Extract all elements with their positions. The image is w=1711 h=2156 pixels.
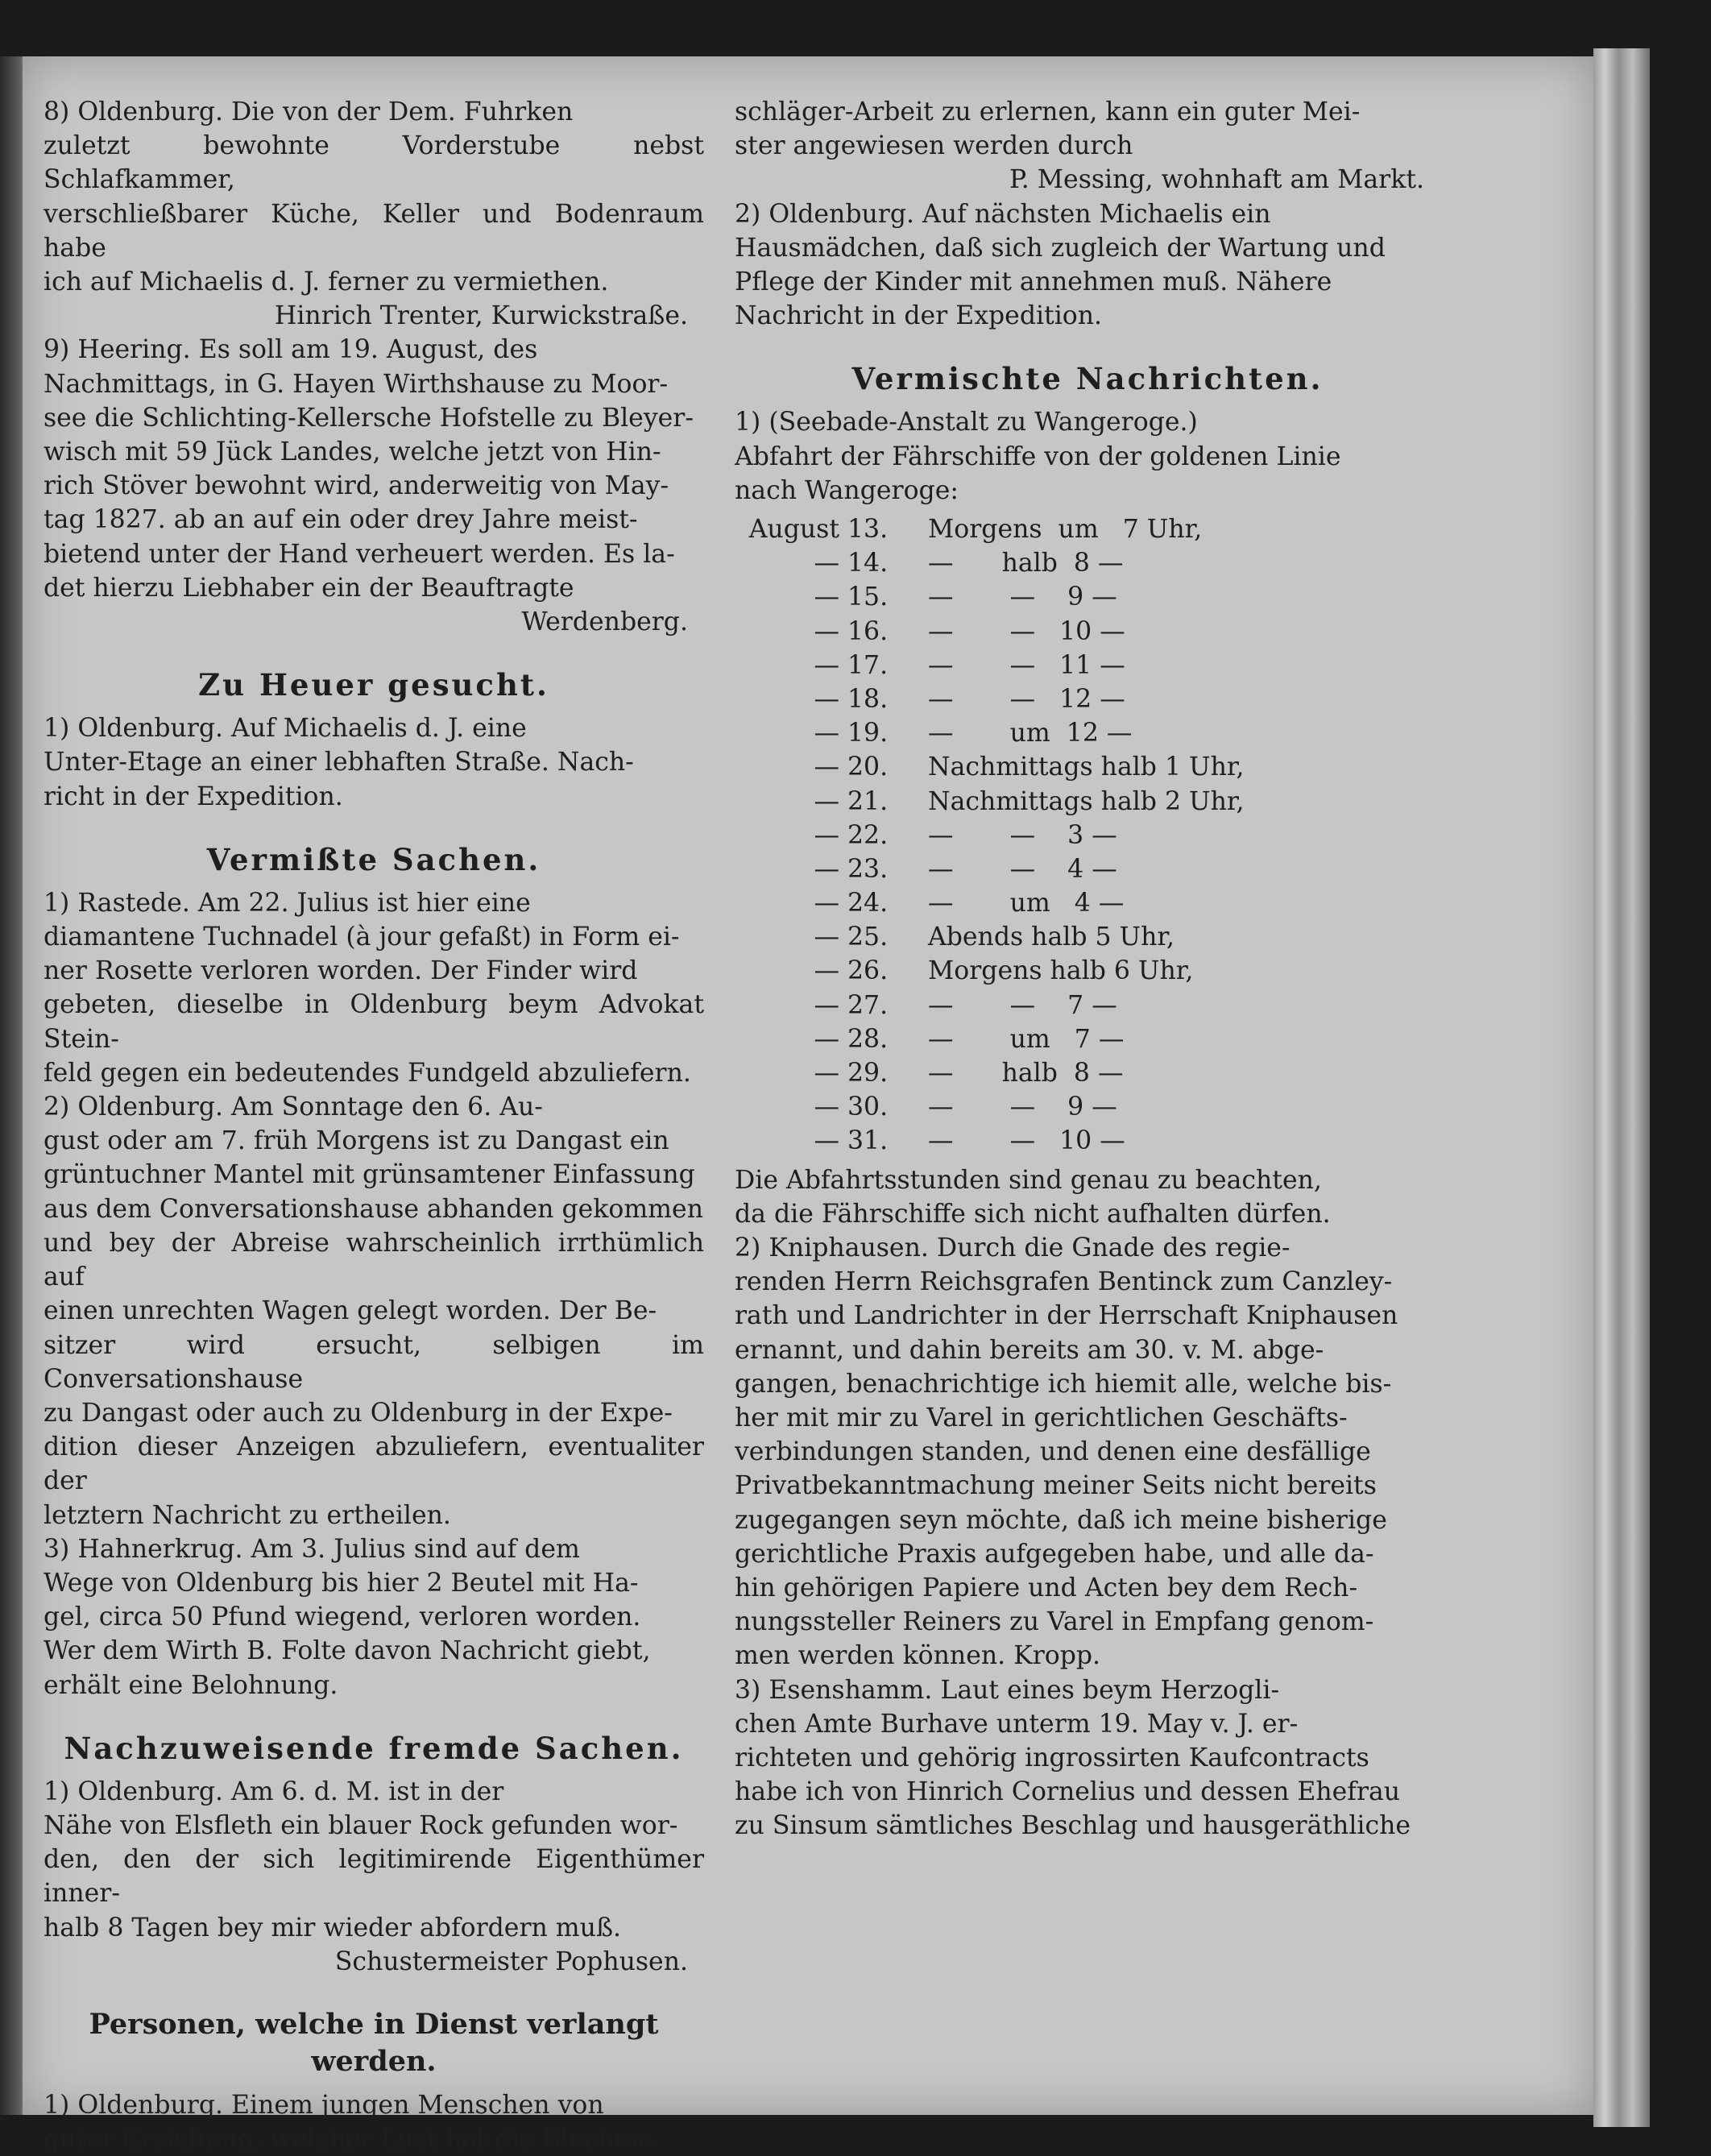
section-heading: Personen, welche in Dienst verlangt werden. — [89, 2007, 659, 2078]
text-line: 2) Oldenburg. Am Sonntage den 6. Au- — [44, 1093, 543, 1122]
text-line: 3) Esenshamm. Laut eines beym Herzogli- — [735, 1675, 1280, 1705]
text-line: Wer dem Wirth B. Folte davon Nachricht giebt, — [44, 1636, 651, 1666]
text-line: schläger-Arbeit zu erlernen, kann ein guter Mei- — [735, 97, 1361, 126]
schedule-row — [735, 649, 1440, 682]
schedule-day: 28. — [847, 1024, 889, 1054]
section-heading: Nachzuweisende fremde Sachen. — [64, 1730, 684, 1766]
schedule-time: Morgens halb 6 Uhr, — [928, 956, 1194, 986]
text-line: halb 8 Tagen bey mir wieder abfordern muß. — [44, 1913, 622, 1942]
text-line: zu Dangast oder auch zu Oldenburg in der Expe- — [44, 1398, 673, 1428]
text-line: letztern Nachricht zu ertheilen. — [44, 1500, 451, 1530]
schedule-month: — — [814, 923, 839, 952]
schedule-row — [735, 954, 1440, 988]
text-line: hin gehörigen Papiere und Acten bey dem Rech- — [735, 1573, 1358, 1603]
text-line: diamantene Tuchnadel (à jour gefaßt) in Form ei- — [44, 923, 680, 952]
text-line: 1) Rastede. Am 22. Julius ist hier eine — [44, 888, 531, 918]
schedule-time: Abends halb 5 Uhr, — [928, 923, 1175, 952]
text-line: wisch mit 59 Jück Landes, welche jetzt von Hin- — [44, 437, 661, 467]
text-line: nungssteller Reiners zu Varel in Empfang genom- — [735, 1607, 1374, 1637]
text-line: zuletzt bewohnte Vorderstube nebst Schlafkammer, — [44, 131, 704, 195]
schedule-month: — — [814, 1024, 839, 1054]
schedule-row — [735, 852, 1440, 886]
announcement-paragraph — [44, 333, 704, 605]
text-line: gangen, benachrichtige ich hiemit alle, welche bis- — [735, 1369, 1392, 1399]
text-line: see die Schlichting-Kellersche Hofstelle zu Bleyer- — [44, 403, 694, 433]
text-line: renden Herrn Reichsgrafen Bentinck zum Canzley- — [735, 1267, 1393, 1297]
schedule-row — [735, 1124, 1440, 1158]
text-line: zu Sinsum sämtliches Beschlag und hausgeräthliche — [735, 1811, 1411, 1841]
text-line: ich auf Michaelis d. J. ferner zu vermiethen. — [44, 267, 609, 297]
schedule-row — [735, 1022, 1440, 1056]
schedule-day: 21. — [847, 786, 889, 816]
text-line: 1) Oldenburg. Einem jungen Menschen von — [44, 2090, 604, 2120]
schedule-time: — — 10 — — [928, 616, 1125, 646]
text-line: Unter-Etage an einer lebhaften Straße. Nach- — [44, 748, 634, 777]
text-line: gust oder am 7. früh Morgens ist zu Dangast ein — [44, 1126, 669, 1156]
text-line: 1) (Seebade-Anstalt zu Wangeroge.) — [735, 408, 1198, 437]
schedule-day: 23. — [847, 854, 889, 884]
schedule-row — [735, 989, 1440, 1022]
schedule-row — [735, 546, 1440, 580]
announcement-paragraph — [735, 1163, 1440, 1231]
announcement-paragraph — [44, 1532, 704, 1702]
schedule-month: — — [814, 753, 839, 782]
schedule-day: 26. — [847, 956, 889, 986]
left-column — [44, 95, 704, 2156]
schedule-row — [735, 1056, 1440, 1090]
text-line: dition dieser Anzeigen abzuliefern, eventualiter der — [44, 1432, 704, 1496]
schedule-time: Morgens um 7 Uhr, — [928, 515, 1203, 545]
schedule-month: — — [814, 889, 839, 918]
announcement-paragraph — [735, 197, 1440, 334]
text-line: her mit mir zu Varel in gerichtlichen Geschäfts- — [735, 1403, 1348, 1433]
text-line: grüntuchner Mantel mit grünsamtener Einfassung — [44, 1160, 695, 1190]
schedule-month: — — [814, 1126, 839, 1156]
ferry-schedule — [735, 512, 1440, 1159]
announcement-paragraph — [735, 405, 1440, 508]
signature: Hinrich Trenter, Kurwickstraße. — [274, 301, 688, 331]
text-line: Privatbekanntmachung meiner Seits nicht bereits — [735, 1471, 1377, 1501]
section-heading: Vermißte Sachen. — [206, 841, 541, 877]
text-line: tag 1827. ab an auf ein oder drey Jahre meist- — [44, 505, 638, 535]
text-line: Nachricht in der Expedition. — [735, 301, 1103, 331]
schedule-time: — — 3 — — [928, 820, 1117, 850]
schedule-month: — — [814, 549, 839, 578]
text-line: 3) Hahnerkrug. Am 3. Julius sind auf dem — [44, 1534, 580, 1564]
schedule-month: — — [814, 990, 839, 1020]
text-line: richteten und gehörig ingrossirten Kaufcontracts — [735, 1743, 1369, 1773]
text-line: 1) Oldenburg. Auf Michaelis d. J. eine — [44, 714, 527, 744]
text-line: Hausmädchen, daß sich zugleich der Wartung und — [735, 233, 1386, 263]
schedule-day: 24. — [847, 889, 889, 918]
schedule-month: — — [814, 956, 839, 986]
text-line: feld gegen ein bedeutendes Fundgeld abzuliefern. — [44, 1058, 691, 1088]
text-line: bietend unter der Hand verheuert werden. Es la- — [44, 539, 675, 569]
schedule-row — [735, 580, 1440, 614]
text-line: gel, circa 50 Pfund wiegend, verloren worden. — [44, 1602, 641, 1632]
text-line: 2) Kniphausen. Durch die Gnade des regie- — [735, 1233, 1290, 1263]
signature: Schustermeister Pophusen. — [334, 1947, 688, 1976]
schedule-day: 18. — [847, 684, 889, 714]
signature: Werdenberg. — [521, 607, 688, 637]
text-line: ner Rosette verloren worden. Der Finder wird — [44, 956, 638, 986]
text-line: Wege von Oldenburg bis hier 2 Beutel mit Ha- — [44, 1568, 639, 1598]
schedule-row — [735, 750, 1440, 784]
text-line: ernannt, und dahin bereits am 30. v. M. abge- — [735, 1335, 1324, 1365]
schedule-time: — — 7 — — [928, 990, 1117, 1020]
schedule-row — [735, 785, 1440, 819]
schedule-day: 25. — [847, 923, 889, 952]
schedule-time: Nachmittags halb 1 Uhr, — [928, 753, 1245, 782]
schedule-month: — — [814, 1059, 839, 1088]
schedule-day: 31. — [847, 1126, 889, 1156]
schedule-day: 17. — [847, 650, 889, 680]
schedule-day: 13. — [847, 515, 889, 545]
text-line: verbindungen standen, und denen eine desfällige — [735, 1437, 1371, 1467]
schedule-month: — — [814, 786, 839, 816]
text-line: verschließbarer Küche, Keller und Bodenraum habe — [44, 199, 704, 263]
schedule-time: — — 9 — — [928, 583, 1117, 612]
text-line: gebeten, dieselbe in Oldenburg beym Advokat Stein- — [44, 990, 704, 1054]
schedule-month: — — [814, 820, 839, 850]
text-line: rath und Landrichter in der Herrschaft Kniphausen — [735, 1301, 1398, 1331]
text-line: Die Abfahrtsstunden sind genau zu beachten, — [735, 1165, 1322, 1195]
schedule-month: August — [748, 515, 839, 545]
text-line: gerichtliche Praxis aufgegeben habe, und alle da- — [735, 1539, 1374, 1569]
text-line: chen Amte Burhave unterm 19. May v. J. er- — [735, 1709, 1299, 1739]
schedule-month: — — [814, 650, 839, 680]
text-line: 8) Oldenburg. Die von der Dem. Fuhrken — [44, 97, 574, 126]
text-line: den, den der sich legitimirende Eigenthümer inner- — [44, 1845, 704, 1909]
schedule-day: 29. — [847, 1059, 889, 1088]
announcement-paragraph — [44, 1775, 704, 1945]
schedule-day: 14. — [847, 549, 889, 578]
schedule-time: — halb 8 — — [928, 549, 1124, 578]
schedule-day: 15. — [847, 583, 889, 612]
schedule-day: 22. — [847, 820, 889, 850]
schedule-row — [735, 819, 1440, 852]
signature: P. Messing, wohnhaft am Markt. — [1009, 165, 1424, 195]
text-line: ster angewiesen werden durch — [735, 131, 1133, 161]
announcement-paragraph — [44, 95, 704, 299]
schedule-month: — — [814, 684, 839, 714]
announcement-paragraph — [44, 711, 704, 814]
page-edge — [1593, 48, 1650, 2127]
schedule-time: — — 4 — — [928, 854, 1117, 884]
schedule-time: — — 12 — — [928, 684, 1125, 714]
schedule-row — [735, 512, 1440, 546]
text-line: aus dem Conversationshause abhanden gekommen — [44, 1194, 703, 1224]
schedule-day: 19. — [847, 719, 889, 748]
announcement-paragraph — [735, 1231, 1440, 1673]
text-line: Abfahrt der Fährschiffe von der goldenen Linie — [735, 442, 1341, 471]
schedule-month: — — [814, 719, 839, 748]
text-line: Nähe von Elsfleth ein blauer Rock gefunden wor- — [44, 1810, 678, 1840]
text-line: nach Wangeroge: — [735, 475, 959, 505]
text-line: habe ich von Hinrich Cornelius und dessen Ehefrau — [735, 1777, 1401, 1807]
schedule-row — [735, 920, 1440, 954]
announcement-paragraph — [44, 886, 704, 1090]
announcement-paragraph — [735, 95, 1440, 163]
schedule-row — [735, 716, 1440, 750]
schedule-row — [735, 886, 1440, 920]
schedule-row — [735, 1090, 1440, 1124]
schedule-time: Nachmittags halb 2 Uhr, — [928, 786, 1245, 816]
text-line: richt in der Expedition. — [44, 782, 343, 811]
schedule-day: 20. — [847, 753, 889, 782]
schedule-month: — — [814, 854, 839, 884]
announcement-paragraph — [44, 2088, 704, 2156]
text-line: einen unrechten Wagen gelegt worden. Der Be- — [44, 1296, 657, 1326]
schedule-time: — halb 8 — — [928, 1059, 1124, 1088]
schedule-time: — — 11 — — [928, 650, 1125, 680]
text-line: zugegangen seyn möchte, daß ich meine bisherige — [735, 1505, 1387, 1535]
schedule-time: — — 10 — — [928, 1126, 1125, 1156]
schedule-month: — — [814, 616, 839, 646]
section-heading: Zu Heuer gesucht. — [198, 667, 549, 703]
text-line: 1) Oldenburg. Am 6. d. M. ist in der — [44, 1777, 504, 1806]
schedule-day: 30. — [847, 1093, 889, 1122]
schedule-month: — — [814, 583, 839, 612]
text-line: sitzer wird ersucht, selbigen im Conversationshause — [44, 1330, 704, 1394]
text-line: 2) Oldenburg. Auf nächsten Michaelis ein — [735, 199, 1271, 229]
announcement-paragraph — [44, 1090, 704, 1532]
text-line: 9) Heering. Es soll am 19. August, des — [44, 335, 538, 365]
text-line: und bey der Abreise wahrscheinlich irrthümlich auf — [44, 1228, 704, 1292]
right-column — [735, 95, 1440, 1843]
schedule-day: 27. — [847, 990, 889, 1020]
schedule-month: — — [814, 1093, 839, 1122]
schedule-time: — um 12 — — [928, 719, 1133, 748]
text-line: da die Fährschiffe sich nicht aufhalten dürfen. — [735, 1199, 1331, 1229]
schedule-time: — um 7 — — [928, 1024, 1125, 1054]
text-line: Pflege der Kinder mit annehmen muß. Nähere — [735, 267, 1332, 297]
schedule-row — [735, 682, 1440, 716]
text-line: rich Stöver bewohnt wird, anderweitig von May- — [44, 471, 669, 501]
schedule-time: — — 9 — — [928, 1093, 1117, 1122]
text-line: guter Erziehung, welcher Lust hat die Blechen- — [44, 2125, 655, 2154]
text-line: det hierzu Liebhaber ein der Beauftragte — [44, 573, 574, 603]
schedule-day: 16. — [847, 616, 889, 646]
section-heading: Vermischte Nachrichten. — [851, 361, 1324, 397]
announcement-paragraph — [735, 1673, 1440, 1843]
schedule-time: — um 4 — — [928, 889, 1125, 918]
text-line: men werden können. Kropp. — [735, 1641, 1101, 1671]
schedule-row — [735, 615, 1440, 649]
text-line: Nachmittags, in G. Hayen Wirthshause zu Moor- — [44, 369, 669, 399]
text-line: erhält eine Belohnung. — [44, 1670, 338, 1700]
